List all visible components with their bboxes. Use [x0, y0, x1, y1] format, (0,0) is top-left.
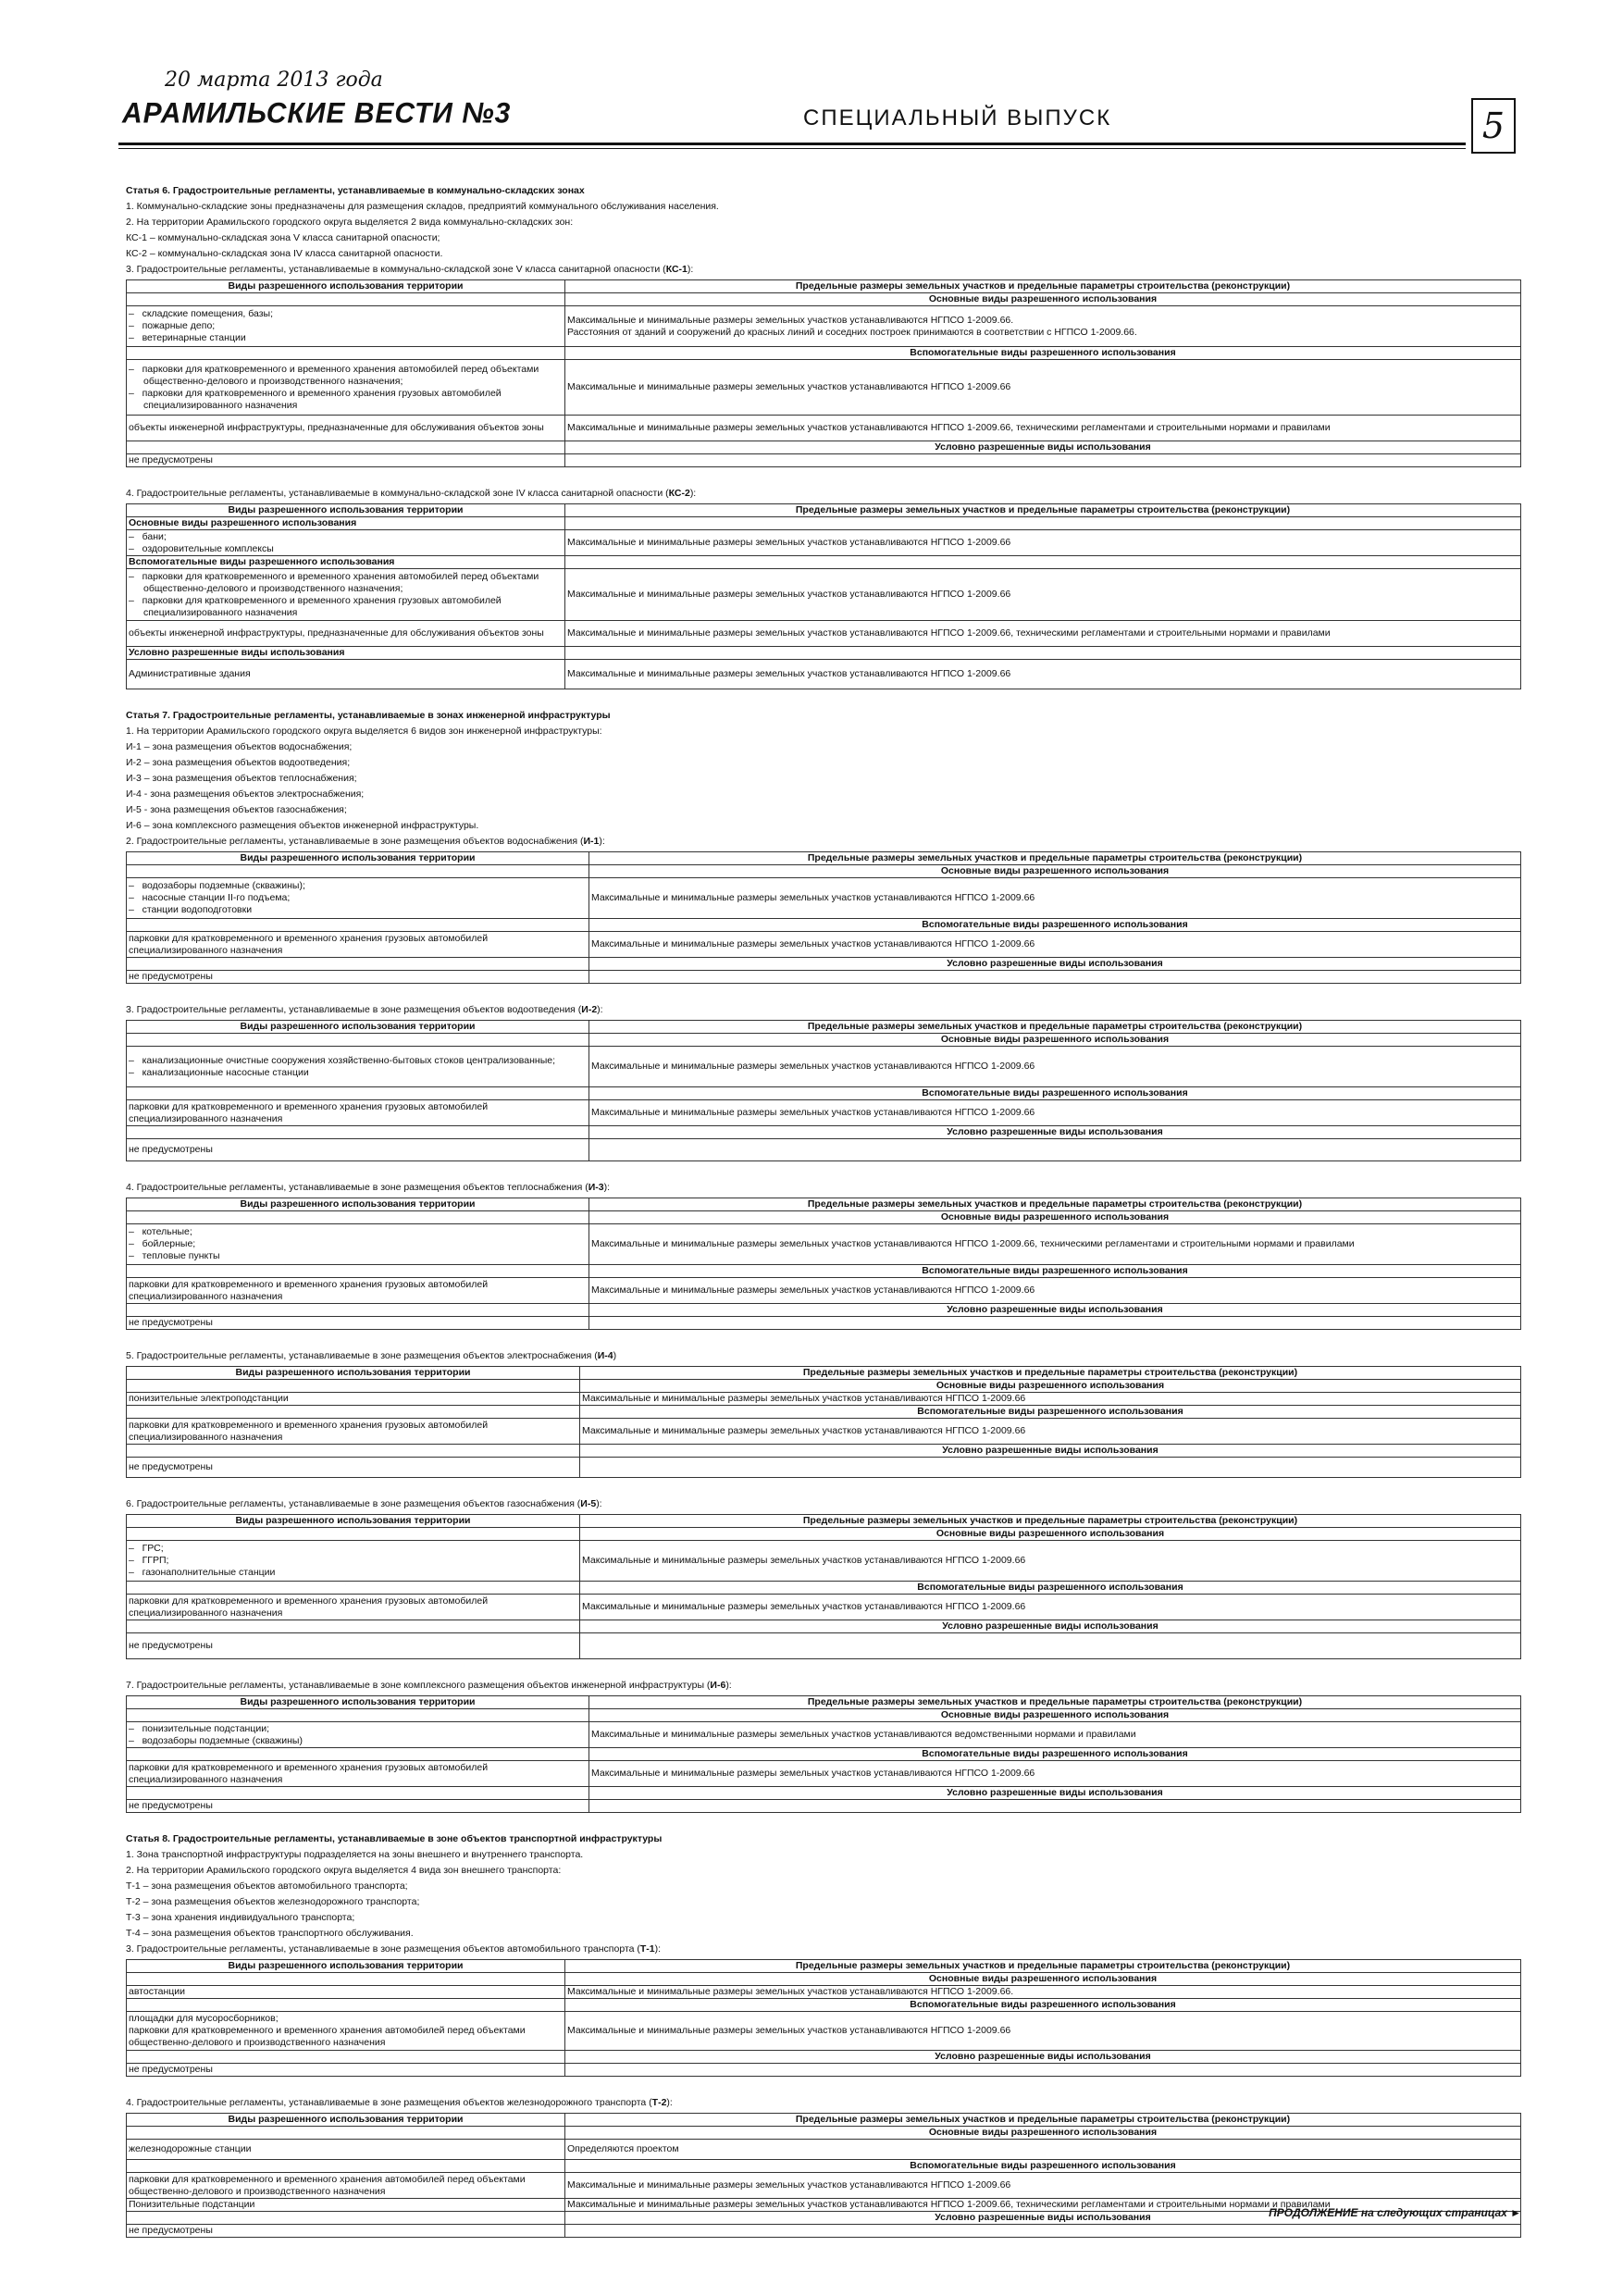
section-header: Вспомогательные виды разрешенного использования	[565, 1999, 1521, 2012]
table-cell: не предусмотрены	[127, 1317, 589, 1330]
column-header: Виды разрешенного использования территории	[127, 1021, 589, 1034]
section-header: Условно разрешенные виды использования	[565, 441, 1521, 454]
table-cell	[565, 454, 1521, 467]
table-cell: не предусмотрены	[127, 454, 565, 467]
table-cell	[127, 2127, 565, 2140]
table-cell: Максимальные и минимальные размеры земельных участков устанавливаются НГПСО 1-2009.66	[589, 878, 1521, 919]
table-cell	[127, 1528, 580, 1541]
column-header: Виды разрешенного использования территории	[127, 280, 565, 293]
regulation-table-i1	[126, 851, 1521, 984]
section-header: Условно разрешенные виды использования	[589, 1787, 1521, 1800]
paragraph: Т-1 – зона размещения объектов автомобильного транспорта;	[126, 1880, 408, 1892]
regulation-table-i3	[126, 1198, 1521, 1330]
paragraph: Т-3 – зона хранения индивидуального транспорта;	[126, 1912, 355, 1923]
table-cell: парковки для кратковременного и временного хранения грузовых автомобилей специализированного назначения	[127, 1595, 580, 1620]
paragraph: Т-2 – зона размещения объектов железнодорожного транспорта;	[126, 1896, 420, 1907]
regulation-table-i6	[126, 1695, 1521, 1813]
table-cell	[580, 1633, 1521, 1659]
table-cell: Максимальные и минимальные размеры земельных участков устанавливаются НГПСО 1-2009.66	[565, 360, 1521, 416]
table-cell	[127, 1445, 580, 1458]
table-cell: не предусмотрены	[127, 2064, 565, 2077]
column-header: Предельные размеры земельных участков и предельные параметры строительства (реконструкции)	[589, 1696, 1521, 1709]
table-cell: объекты инженерной инфраструктуры, предназначенные для обслуживания объектов зоны	[127, 621, 565, 647]
table-cell: парковки для кратковременного и временного хранения грузовых автомобилей специализированного назначения	[127, 1419, 580, 1445]
table-cell: – котельные; – бойлерные; – тепловые пункты	[127, 1224, 589, 1265]
table-cell: Административные здания	[127, 660, 565, 689]
table-cell	[127, 1748, 589, 1761]
table-cell: не предусмотрены	[127, 1800, 589, 1813]
table-cell: площадки для мусоросборников; парковки для кратковременного и временного хранения автомобилей перед объектами общественно-делового и производственного назначения	[127, 2012, 565, 2051]
column-header: Предельные размеры земельных участков и предельные параметры строительства (реконструкции)	[589, 1198, 1521, 1211]
table-cell: Максимальные и минимальные размеры земельных участков устанавливаются НГПСО 1-2009.66	[589, 1047, 1521, 1087]
table-cell	[589, 1139, 1521, 1161]
table-cell: парковки для кратковременного и временного хранения автомобилей перед объектами общественно-делового и производственного назначения	[127, 2173, 565, 2199]
paragraph: КС-2 – коммунально-складская зона IV класса санитарной опасности.	[126, 248, 443, 259]
zone-code: Т-1	[639, 1943, 655, 1955]
regulation-table-i5	[126, 1514, 1521, 1659]
paragraph: 2. Градостроительные регламенты, устанавливаемые в зоне размещения объектов водоснабжения (И-1):	[126, 836, 605, 847]
column-header: Предельные размеры земельных участков и предельные параметры строительства (реконструкции)	[565, 2114, 1521, 2127]
table-cell: Максимальные и минимальные размеры земельных участков устанавливаются НГПСО 1-2009.66, техническими регламентами и строительными нормами и правилами	[589, 1224, 1521, 1265]
table-cell	[589, 1800, 1521, 1813]
table-cell: Максимальные и минимальные размеры земельных участков устанавливаются НГПСО 1-2009.66	[565, 569, 1521, 621]
table-cell: не предусмотрены	[127, 1633, 580, 1659]
column-header: Виды разрешенного использования территории	[127, 1198, 589, 1211]
section-header: Условно разрешенные виды использования	[565, 2051, 1521, 2064]
table-cell	[127, 1034, 589, 1047]
newspaper-title: АРАМИЛЬСКИЕ ВЕСТИ	[122, 97, 453, 130]
table-cell	[127, 2051, 565, 2064]
table-cell	[127, 1265, 589, 1278]
regulation-table-i2	[126, 1020, 1521, 1161]
newspaper-masthead	[122, 97, 511, 130]
section-header: Основные виды разрешенного использования	[565, 2127, 1521, 2140]
article-6-title: Статья 6. Градостроительные регламенты, устанавливаемые в коммунально-складских зонах	[126, 185, 585, 196]
section-header: Основные виды разрешенного использования	[565, 293, 1521, 306]
column-header: Предельные размеры земельных участков и предельные параметры строительства (реконструкции)	[589, 1021, 1521, 1034]
table-cell	[127, 1999, 565, 2012]
zone-code: И-6	[710, 1680, 726, 1691]
table-cell	[127, 1973, 565, 1986]
column-header: Предельные размеры земельных участков и предельные параметры строительства (реконструкции)	[580, 1367, 1521, 1380]
column-header: Предельные размеры земельных участков и предельные параметры строительства (реконструкции)	[565, 504, 1521, 517]
paragraph: 2. На территории Арамильского городского округа выделяется 4 вида зон внешнего транспорта:	[126, 1865, 562, 1876]
column-header: Виды разрешенного использования территории	[127, 1696, 589, 1709]
table-cell	[127, 958, 589, 971]
table-cell	[565, 2225, 1521, 2238]
table-cell: Максимальные и минимальные размеры земельных участков устанавливаются НГПСО 1-2009.66, техническими регламентами и строительными нормами и правилами	[565, 416, 1521, 441]
table-cell	[565, 556, 1521, 569]
section-header: Вспомогательные виды разрешенного использования	[580, 1582, 1521, 1595]
paragraph: 1. На территории Арамильского городского округа выделяется 6 видов зон инженерной инфраструктуры:	[126, 726, 602, 737]
section-header: Вспомогательные виды разрешенного использования	[589, 1265, 1521, 1278]
table-cell	[127, 1126, 589, 1139]
header-rule-thin	[118, 148, 1466, 149]
table-cell: парковки для кратковременного и временного хранения грузовых автомобилей специализированного назначения	[127, 1100, 589, 1126]
table-cell: Максимальные и минимальные размеры земельных участков устанавливаются НГПСО 1-2009.66	[565, 530, 1521, 556]
table-cell	[127, 1211, 589, 1224]
table-cell: автостанции	[127, 1986, 565, 1999]
regulation-table-ks2	[126, 503, 1521, 689]
table-cell: не предусмотрены	[127, 1458, 580, 1478]
table-cell: Максимальные и минимальные размеры земельных участков устанавливаются НГПСО 1-2009.66	[565, 660, 1521, 689]
table-cell: Определяются проектом	[565, 2140, 1521, 2160]
table-cell: Максимальные и минимальные размеры земельных участков устанавливаются ведомственными нормами и правилами	[589, 1722, 1521, 1748]
column-header: Предельные размеры земельных участков и предельные параметры строительства (реконструкции)	[589, 852, 1521, 865]
zone-code: И-2	[581, 1004, 598, 1015]
paragraph: 3. Градостроительные регламенты, устанавливаемые в коммунально-складской зоне V класса санитарной опасности (КС-1):	[126, 264, 694, 275]
section-header: Основные виды разрешенного использования	[589, 1211, 1521, 1224]
table-cell	[589, 1317, 1521, 1330]
table-cell: – ГРС; – ГГРП; – газонаполнительные станции	[127, 1541, 580, 1582]
regulation-table-t1	[126, 1959, 1521, 2077]
section-header: Вспомогательные виды разрешенного использования	[589, 1087, 1521, 1100]
page-header	[118, 65, 1521, 155]
paragraph: Т-4 – зона размещения объектов транспортного обслуживания.	[126, 1928, 414, 1939]
table-cell	[565, 647, 1521, 660]
table-cell: – канализационные очистные сооружения хозяйственно-бытовых стоков централизованные; – канализационные насосные станции	[127, 1047, 589, 1087]
table-cell: Максимальные и минимальные размеры земельных участков устанавливаются НГПСО 1-2009.66	[589, 1278, 1521, 1304]
table-cell: Максимальные и минимальные размеры земельных участков устанавливаются НГПСО 1-2009.66	[580, 1595, 1521, 1620]
article-8-title: Статья 8. Градостроительные регламенты, устанавливаемые в зоне объектов транспортной инфраструктуры	[126, 1833, 663, 1844]
table-cell	[127, 2212, 565, 2225]
paragraph: 3. Градостроительные регламенты, устанавливаемые в зоне размещения объектов автомобильного транспорта (Т-1):	[126, 1943, 662, 1955]
column-header: Виды разрешенного использования территории	[127, 2114, 565, 2127]
table-cell: Максимальные и минимальные размеры земельных участков устанавливаются НГПСО 1-2009.66	[589, 932, 1521, 958]
zone-code: КС-2	[668, 488, 690, 499]
paragraph: И-1 – зона размещения объектов водоснабжения;	[126, 741, 353, 752]
issue-date: 20 марта 2013 года	[165, 68, 383, 92]
table-cell: Максимальные и минимальные размеры земельных участков устанавливаются НГПСО 1-2009.66	[580, 1419, 1521, 1445]
section-header: Основные виды разрешенного использования	[580, 1528, 1521, 1541]
section-header: Вспомогательные виды разрешенного использования	[580, 1406, 1521, 1419]
paragraph: 4. Градостроительные регламенты, устанавливаемые в коммунально-складской зоне IV класса санитарной опасности (КС-2):	[126, 488, 697, 499]
table-cell: Максимальные и минимальные размеры земельных участков устанавливаются НГПСО 1-2009.66, техническими регламентами и строительными нормами и правилами	[565, 2199, 1521, 2212]
table-cell: – парковки для кратковременного и временного хранения автомобилей перед объектами общественно-делового и производственного назначения; – парковки для кратковременного и временного хранения грузовых автомобилей специализированного назначения	[127, 360, 565, 416]
column-header: Виды разрешенного использования территории	[127, 852, 589, 865]
column-header: Предельные размеры земельных участков и предельные параметры строительства (реконструкции)	[580, 1515, 1521, 1528]
page-number: 5	[1471, 98, 1516, 154]
table-cell: Максимальные и минимальные размеры земельных участков устанавливаются НГПСО 1-2009.66	[589, 1761, 1521, 1787]
section-header: Основные виды разрешенного использования	[127, 517, 565, 530]
table-cell	[127, 1709, 589, 1722]
table-cell: – бани; – оздоровительные комплексы	[127, 530, 565, 556]
paragraph: И-3 – зона размещения объектов теплоснабжения;	[126, 773, 357, 784]
column-header: Виды разрешенного использования территории	[127, 1960, 565, 1973]
table-cell: Максимальные и минимальные размеры земельных участков устанавливаются НГПСО 1-2009.66	[589, 1100, 1521, 1126]
paragraph: И-2 – зона размещения объектов водоотведения;	[126, 757, 351, 768]
table-cell: парковки для кратковременного и временного хранения грузовых автомобилей специализированного назначения	[127, 1761, 589, 1787]
table-cell: понизительные электроподстанции	[127, 1393, 580, 1406]
zone-code: КС-1	[665, 264, 688, 275]
table-cell	[127, 1406, 580, 1419]
paragraph: 1. Коммунально-складские зоны предназначены для размещения складов, предприятий коммунального обслуживания населения.	[126, 201, 719, 212]
column-header: Виды разрешенного использования территории	[127, 1367, 580, 1380]
table-cell	[127, 1380, 580, 1393]
regulation-table-ks1	[126, 279, 1521, 467]
table-cell	[589, 971, 1521, 984]
table-cell: Максимальные и минимальные размеры земельных участков устанавливаются НГПСО 1-2009.66. Расстояния от зданий и сооружений до красных линий и соседних построек принимаются в соответствии с НГПСО 1-2009.66.	[565, 306, 1521, 347]
table-cell	[127, 441, 565, 454]
paragraph: 4. Градостроительные регламенты, устанавливаемые в зоне размещения объектов железнодорожного транспорта (Т-2):	[126, 2097, 673, 2108]
paragraph: 4. Градостроительные регламенты, устанавливаемые в зоне размещения объектов теплоснабжения (И-3):	[126, 1182, 611, 1193]
table-cell	[127, 1087, 589, 1100]
section-header: Вспомогательные виды разрешенного использования	[565, 2160, 1521, 2173]
section-header: Условно разрешенные виды использования	[580, 1445, 1521, 1458]
table-cell: – парковки для кратковременного и временного хранения автомобилей перед объектами общественно-делового и производственного назначения; – парковки для кратковременного и временного хранения грузовых автомобилей специализированного назначения	[127, 569, 565, 621]
table-cell: Максимальные и минимальные размеры земельных участков устанавливаются НГПСО 1-2009.66	[580, 1541, 1521, 1582]
section-header: Условно разрешенные виды использования	[589, 958, 1521, 971]
paragraph: 5. Градостроительные регламенты, устанавливаемые в зоне размещения объектов электроснабжения (И-4)	[126, 1350, 617, 1361]
header-rule	[118, 143, 1466, 145]
paragraph: 6. Градостроительные регламенты, устанавливаемые в зоне размещения объектов газоснабжения (И-5):	[126, 1498, 602, 1509]
section-header: Вспомогательные виды разрешенного использования	[589, 1748, 1521, 1761]
table-cell: – складские помещения, базы; – пожарные депо; – ветеринарные станции	[127, 306, 565, 347]
table-cell: Максимальные и минимальные размеры земельных участков устанавливаются НГПСО 1-2009.66	[565, 2012, 1521, 2051]
table-cell: Максимальные и минимальные размеры земельных участков устанавливаются НГПСО 1-2009.66	[565, 2173, 1521, 2199]
table-cell: Максимальные и минимальные размеры земельных участков устанавливаются НГПСО 1-2009.66.	[565, 1986, 1521, 1999]
table-cell	[127, 1582, 580, 1595]
table-cell: – понизительные подстанции; – водозаборы подземные (скважины)	[127, 1722, 589, 1748]
zone-code: И-5	[580, 1498, 597, 1509]
table-cell	[565, 517, 1521, 530]
paragraph: 2. На территории Арамильского городского округа выделяется 2 вида коммунально-складских зон:	[126, 217, 574, 228]
issue-number: №3	[462, 97, 512, 130]
section-header: Условно разрешенные виды использования	[589, 1126, 1521, 1139]
zone-code: Т-2	[651, 2097, 667, 2108]
table-cell: парковки для кратковременного и временного хранения грузовых автомобилей специализированного назначения	[127, 1278, 589, 1304]
table-cell	[127, 1304, 589, 1317]
paragraph: И-6 – зона комплексного размещения объектов инженерной инфраструктуры.	[126, 820, 479, 831]
table-cell	[127, 2160, 565, 2173]
table-cell: Максимальные и минимальные размеры земельных участков устанавливаются НГПСО 1-2009.66	[580, 1393, 1521, 1406]
section-header: Условно разрешенные виды использования	[589, 1304, 1521, 1317]
section-header: Основные виды разрешенного использования	[589, 1709, 1521, 1722]
section-header: Вспомогательные виды разрешенного использования	[565, 347, 1521, 360]
zone-code: И-3	[588, 1182, 604, 1193]
table-cell	[127, 347, 565, 360]
table-cell: не предусмотрены	[127, 2225, 565, 2238]
paragraph: И-4 - зона размещения объектов электроснабжения;	[126, 788, 365, 800]
special-edition-label: СПЕЦИАЛЬНЫЙ ВЫПУСК	[803, 105, 1112, 130]
section-header: Основные виды разрешенного использования	[565, 1973, 1521, 1986]
column-header: Предельные размеры земельных участков и предельные параметры строительства (реконструкции)	[565, 1960, 1521, 1973]
section-header: Основные виды разрешенного использования	[589, 865, 1521, 878]
table-cell: не предусмотрены	[127, 1139, 589, 1161]
column-header: Виды разрешенного использования территории	[127, 1515, 580, 1528]
table-cell	[127, 1620, 580, 1633]
table-cell: железнодорожные станции	[127, 2140, 565, 2160]
section-header: Вспомогательные виды разрешенного использования	[127, 556, 565, 569]
zone-code: И-4	[597, 1350, 613, 1361]
zone-code: И-1	[583, 836, 600, 847]
table-cell	[565, 2064, 1521, 2077]
paragraph: КС-1 – коммунально-складская зона V класса санитарной опасности;	[126, 232, 440, 243]
section-header: Вспомогательные виды разрешенного использования	[589, 919, 1521, 932]
table-cell: не предусмотрены	[127, 971, 589, 984]
table-cell: парковки для кратковременного и временного хранения грузовых автомобилей специализированного назначения	[127, 932, 589, 958]
table-cell	[127, 865, 589, 878]
table-cell	[127, 293, 565, 306]
page-content	[126, 183, 1521, 2256]
column-header: Предельные размеры земельных участков и предельные параметры строительства (реконструкции)	[565, 280, 1521, 293]
table-cell: Понизительные подстанции	[127, 2199, 565, 2212]
table-cell: Максимальные и минимальные размеры земельных участков устанавливаются НГПСО 1-2009.66, техническими регламентами и строительными нормами и правилами	[565, 621, 1521, 647]
section-header: Основные виды разрешенного использования	[580, 1380, 1521, 1393]
table-cell	[127, 1787, 589, 1800]
section-header: Условно разрешенные виды использования	[127, 647, 565, 660]
continuation-note: ПРОДОЛЖЕНИЕ на следующих страницах ►	[1269, 2206, 1521, 2219]
column-header: Виды разрешенного использования территории	[127, 504, 565, 517]
table-cell: – водозаборы подземные (скважины); – насосные станции II-го подъема; – станции водоподготовки	[127, 878, 589, 919]
paragraph: 7. Градостроительные регламенты, устанавливаемые в зоне комплексного размещения объектов инженерной инфраструктуры (И-6):	[126, 1680, 732, 1691]
regulation-table-i4	[126, 1366, 1521, 1478]
paragraph: И-5 - зона размещения объектов газоснабжения;	[126, 804, 347, 815]
section-header: Основные виды разрешенного использования	[589, 1034, 1521, 1047]
table-cell	[580, 1458, 1521, 1478]
paragraph: 1. Зона транспортной инфраструктуры подразделяется на зоны внешнего и внутреннего транспорта.	[126, 1849, 584, 1860]
paragraph: 3. Градостроительные регламенты, устанавливаемые в зоне размещения объектов водоотведения (И-2):	[126, 1004, 603, 1015]
article-7-title: Статья 7. Градостроительные регламенты, устанавливаемые в зонах инженерной инфраструктуры	[126, 710, 611, 721]
section-header: Условно разрешенные виды использования	[580, 1620, 1521, 1633]
table-cell: объекты инженерной инфраструктуры, предназначенные для обслуживания объектов зоны	[127, 416, 565, 441]
section-header: Условно разрешенные виды использования	[565, 2212, 1521, 2225]
table-cell	[127, 919, 589, 932]
